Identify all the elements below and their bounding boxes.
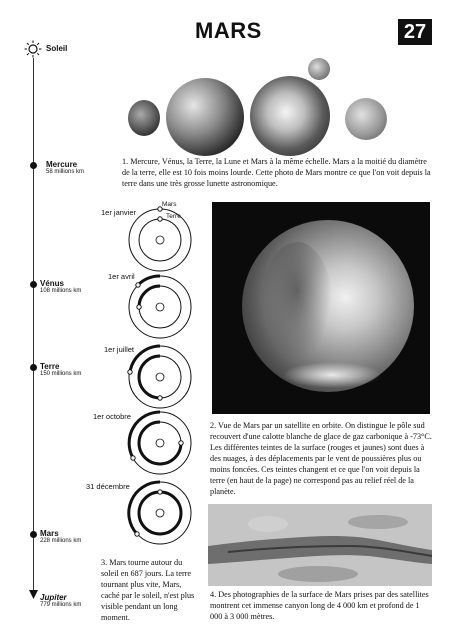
venus-marker bbox=[30, 281, 37, 288]
orbit-date-1: 1er janvier bbox=[101, 208, 137, 217]
caption-2: 2. Vue de Mars par un satellite en orbite. On distingue le pôle sud recouvert d'une calotte blanche de glace de gaz carbonique à -73°C. Les différentes teintes de la surface (rouges et jaunes) sont dues à des nuages, à des déplacements par le vent de poussières plus ou moins foncées. Ces teintes changent et ce que l'on voit depuis la terre (en haut de la page) ne correspond pas au relief réel de la planète. bbox=[210, 421, 432, 496]
mercury-image bbox=[128, 100, 160, 136]
orbit-diagram-july bbox=[125, 342, 195, 412]
orbit-diagram-december bbox=[125, 478, 195, 548]
caption-1: 1. Mercure, Vénus, la Terre, la Lune et Mars à la même échelle. Mars a la moitié du diamètre de la terre, elle est 10 fois moins lourde. Cette photo de Mars montre ce que l'on voit depuis la terre dans une très grosse lunette astronomique. bbox=[122, 157, 431, 188]
orbit-date-4: 1er octobre bbox=[93, 412, 131, 421]
earth-image bbox=[250, 76, 330, 156]
caption-3: 3. Mars tourne autour du soleil en 687 jours. La terre tournant plus vite, Mars, caché par le soleil, n'est plus visible pendant un long moment. bbox=[101, 558, 195, 622]
canyon-photo bbox=[208, 504, 432, 586]
sun-label: Soleil bbox=[46, 44, 68, 53]
moon-image bbox=[308, 58, 330, 80]
orbit-diagram-october bbox=[125, 408, 195, 478]
mars-marker bbox=[30, 531, 37, 538]
mercury-label: Mercure 58 millions km bbox=[46, 160, 85, 175]
orbit-date-2: 1er avril bbox=[108, 272, 135, 281]
earth-label: Terre 150 millions km bbox=[40, 362, 82, 377]
mars-telescope-image bbox=[345, 98, 387, 140]
earth-orbit-label: Terre bbox=[166, 213, 181, 220]
orbit-diagram-january bbox=[125, 205, 195, 275]
mars-label: Mars 228 millions km bbox=[40, 529, 82, 544]
mercury-marker bbox=[30, 162, 37, 169]
distance-timeline bbox=[33, 58, 34, 598]
venus-image bbox=[166, 78, 244, 156]
venus-label: Vénus 108 millions km bbox=[40, 279, 82, 294]
jupiter-label: Jupiter 779 millions km bbox=[40, 593, 82, 608]
south-polar-cap bbox=[282, 362, 382, 388]
mars-orbit-label: Mars bbox=[162, 201, 177, 208]
page-number: 27 bbox=[398, 19, 432, 45]
mars-orbit-photo bbox=[212, 202, 430, 414]
down-arrow-icon bbox=[29, 590, 38, 600]
mars-dark-region bbox=[262, 242, 332, 362]
earth-marker bbox=[30, 364, 37, 371]
orbit-date-3: 1er juillet bbox=[104, 345, 135, 354]
orbit-date-5: 31 décembre bbox=[86, 482, 130, 491]
sun-icon bbox=[24, 40, 42, 58]
page-title: MARS bbox=[195, 18, 262, 43]
orbit-diagram-april bbox=[125, 272, 195, 342]
caption-4: 4. Des photographies de la surface de Mars prises par des satellites montrent cet immense canyon long de 4 000 km et profond de 1 000 à 3 000 mètres. bbox=[210, 590, 429, 621]
